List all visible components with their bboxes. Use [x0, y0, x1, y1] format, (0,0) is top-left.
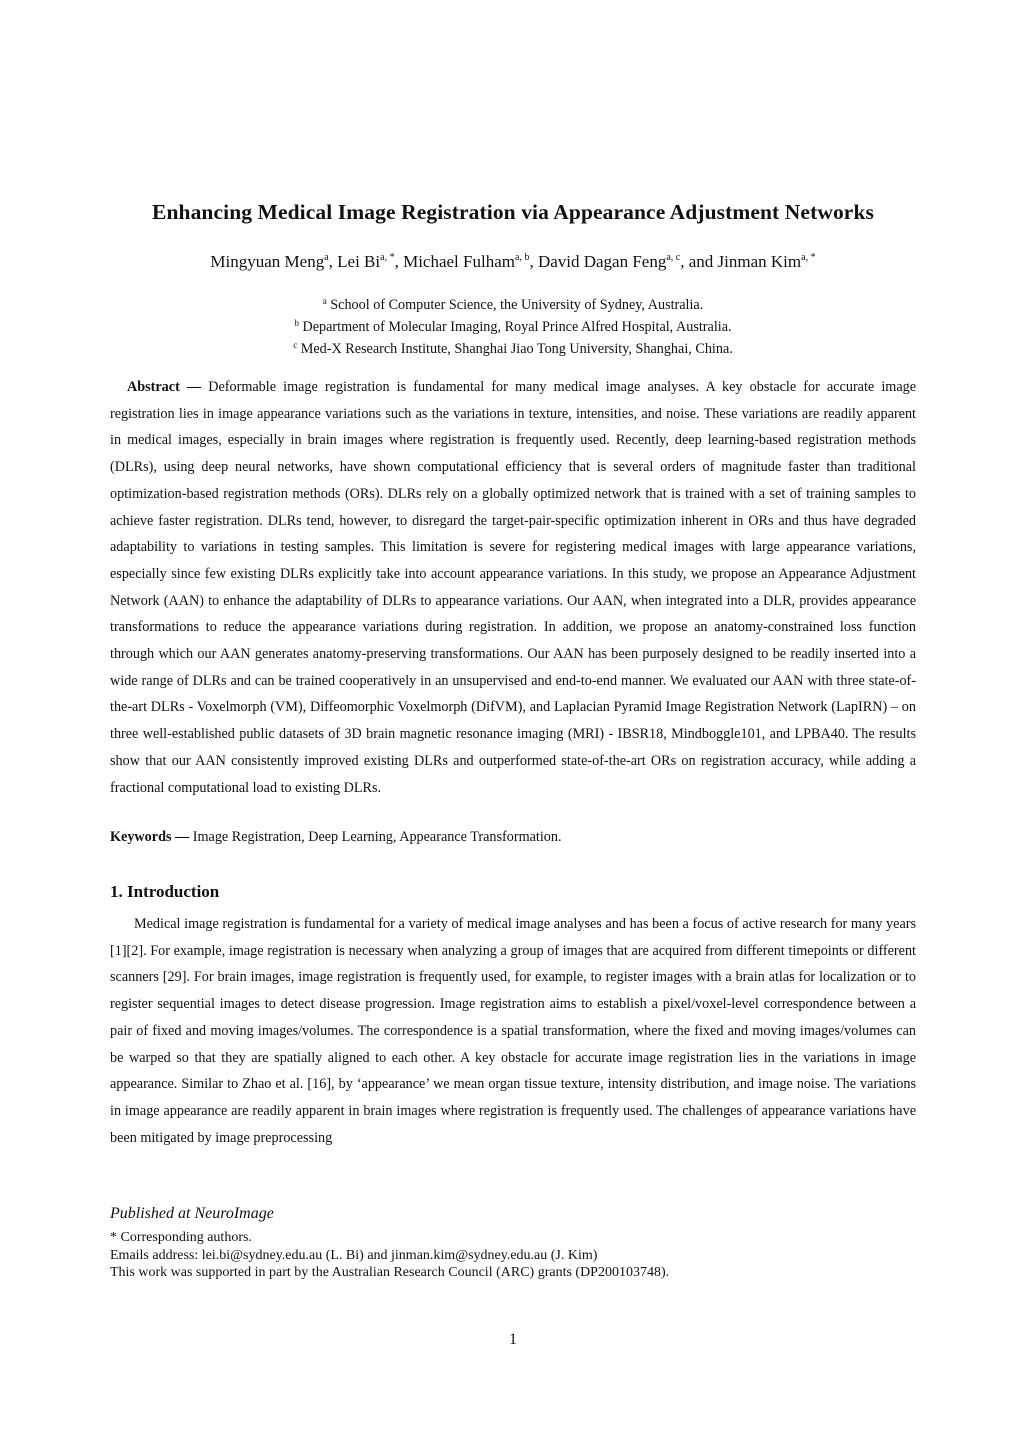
author-name: Jinman Kim — [717, 252, 802, 271]
author-name: Lei Bi — [337, 252, 381, 271]
footnotes — [110, 1229, 669, 1282]
author-name: Mingyuan Meng — [210, 252, 325, 271]
keywords-text: Image Registration, Deep Learning, Appearance Transformation. — [189, 829, 562, 845]
affiliation-mark: c — [293, 340, 298, 350]
email-note: Emails address: lei.bi@sydney.edu.au (L. Bi) and jinman.kim@sydney.edu.au (J. Kim) — [110, 1247, 598, 1263]
author-separator: , — [328, 252, 338, 271]
affiliation-mark: a — [322, 296, 327, 306]
author-affil-mark: a, * — [801, 252, 816, 263]
section-heading: 1. Introduction — [110, 882, 220, 901]
affiliation-item — [110, 292, 916, 314]
page-number: 1 — [509, 1331, 517, 1348]
intro-paragraph: Medical image registration is fundamental for a variety of medical image analyses and has been a focus of active research for many years [1][2]. For example, image registration is necessary when analyzing a group of images that are acquired from different timepoints or different scanners [29]. For brain images, image registration is frequently used, for example, to register images with a brain atlas for localization or to register sequential images to detect disease progression. Image registration aims to establish a pixel/voxel-level correspondence between a pair of fixed and moving images/volumes. The correspondence is a spatial transformation, where the fixed and moving images/volumes can be warped so that they are spatially aligned to each other. A key obstacle for accurate image registration lies in the variations in image appearance. Similar to Zhao et al. [16], by ‘appearance’ we mean organ tissue texture, intensity distribution, and image noise. The variations in image appearance are readily apparent in brain images where registration is frequently used. The challenges of appearance variations have been mitigated by image preprocessing — [110, 916, 916, 1146]
corresponding-note: * Corresponding authors. — [110, 1230, 252, 1245]
affiliation-text: Department of Molecular Imaging, Royal Prince Alfred Hospital, Australia. — [298, 319, 732, 335]
abstract-label: Abstract — — [127, 379, 202, 395]
author-separator: , — [394, 252, 404, 271]
affiliation-mark: b — [294, 318, 299, 328]
affiliation-item — [110, 314, 916, 336]
abstract — [110, 374, 916, 801]
paper-title: Enhancing Medical Image Registration via Appearance Adjustment Networks — [152, 200, 874, 224]
funding-note: This work was supported in part by the Australian Research Council (ARC) grants (DP200103748). — [110, 1265, 670, 1280]
affiliation-text: Med-X Research Institute, Shanghai Jiao Tong University, Shanghai, China. — [297, 341, 733, 357]
author-list — [110, 252, 916, 272]
publication-note: Published at NeuroImage — [110, 1205, 274, 1222]
affiliation-text: School of Computer Science, the University of Sydney, Australia. — [326, 297, 704, 313]
abstract-text: Deformable image registration is fundamental for many medical image analyses. A key obstacle for accurate image registration lies in image appearance variations such as the variations in texture, intensities, and noise. These variations are readily apparent in medical images, especially in brain images where registration is frequently used. Recently, deep learning-based registration methods (DLRs), using deep neural networks, have shown computational efficiency that is several orders of magnitude faster than traditional optimization-based registration methods (ORs). DLRs rely on a globally optimized network that is trained with a set of training samples to achieve faster registration. DLRs tend, however, to disregard the target-pair-specific optimization inherent in ORs and thus have degraded adaptability to variations in testing samples. This limitation is severe for registering medical images with large appearance variations, especially since few existing DLRs explicitly take into account appearance variations. In this study, we propose an Appearance Adjustment Network (AAN) to enhance the adaptability of DLRs to appearance variations. Our AAN, when integrated into a DLR, provides appearance transformations to reduce the appearance variations during registration. In addition, we propose an anatomy-constrained loss function through which our AAN generates anatomy-preserving transformations. Our AAN has been purposely designed to be readily inserted into a wide range of DLRs and can be trained cooperatively in an unsupervised and end-to-end manner. We evaluated our AAN with three state-of-the-art DLRs - Voxelmorph (VM), Diffeomorphic Voxelmorph (DifVM), and Laplacian Pyramid Image Registration Network (LapIRN) – on three well-established public datasets of 3D brain magnetic resonance imaging (MRI) - IBSR18, Mindboggle101, and LPBA40. The results show that our AAN consistently improved existing DLRs and outperformed state-of-the-art ORs on registration accuracy, while adding a fractional computational load to existing DLRs. — [110, 379, 917, 796]
author-affil-mark: a, * — [380, 252, 395, 263]
keywords-label: Keywords — — [110, 829, 190, 845]
author-name: Michael Fulham — [403, 252, 515, 271]
author-affil-mark: a, b — [514, 252, 530, 263]
keywords — [110, 829, 916, 846]
affiliation-list — [110, 292, 916, 358]
affiliation-item — [110, 336, 916, 358]
author-separator: , — [529, 252, 538, 271]
author-name: David Dagan Feng — [537, 252, 667, 271]
author-affil-mark: a — [324, 252, 329, 263]
author-separator: , and — [680, 252, 718, 271]
author-affil-mark: a, c — [666, 252, 681, 263]
